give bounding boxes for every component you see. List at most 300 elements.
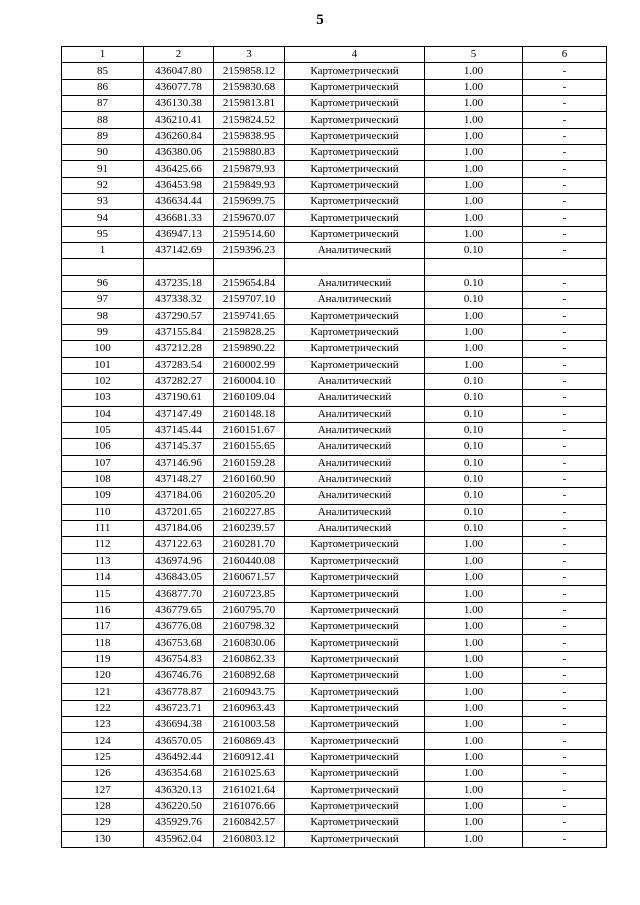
note-cell: - xyxy=(523,422,607,438)
accuracy-cell: 0.10 xyxy=(425,471,523,487)
method-cell: Картометрический xyxy=(285,341,425,357)
y-coordinate-cell: 2160723.85 xyxy=(214,586,285,602)
table-row xyxy=(62,373,607,389)
x-coordinate-cell: 437145.44 xyxy=(144,422,214,438)
table-row xyxy=(62,619,607,635)
note-cell: - xyxy=(523,373,607,389)
accuracy-cell: 0.10 xyxy=(425,275,523,291)
y-coordinate-cell: 2159813.81 xyxy=(214,96,285,112)
table-row xyxy=(62,684,607,700)
y-coordinate-cell: 2160151.67 xyxy=(214,422,285,438)
table-row xyxy=(62,488,607,504)
accuracy-cell: 1.00 xyxy=(425,341,523,357)
method-cell: Картометрический xyxy=(285,749,425,765)
x-coordinate-cell: 436776.08 xyxy=(144,619,214,635)
note-cell: - xyxy=(523,357,607,373)
y-coordinate-cell xyxy=(214,259,285,275)
y-coordinate-cell: 2160842.57 xyxy=(214,815,285,831)
x-coordinate-cell: 436492.44 xyxy=(144,749,214,765)
table-row xyxy=(62,275,607,291)
y-coordinate-cell: 2159670.07 xyxy=(214,210,285,226)
point-number-cell: 110 xyxy=(62,504,144,520)
point-number-cell: 125 xyxy=(62,749,144,765)
method-cell: Картометрический xyxy=(285,831,425,847)
table-row xyxy=(62,226,607,242)
note-cell: - xyxy=(523,668,607,684)
x-coordinate-cell: 437142.69 xyxy=(144,243,214,259)
y-coordinate-cell: 2160004.10 xyxy=(214,373,285,389)
note-cell: - xyxy=(523,471,607,487)
table-row xyxy=(62,504,607,520)
point-number-cell: 115 xyxy=(62,586,144,602)
x-coordinate-cell: 437290.57 xyxy=(144,308,214,324)
y-coordinate-cell: 2159396.23 xyxy=(214,243,285,259)
method-cell: Картометрический xyxy=(285,700,425,716)
point-number-cell: 111 xyxy=(62,520,144,536)
table-row xyxy=(62,161,607,177)
point-number-cell: 85 xyxy=(62,63,144,79)
note-cell: - xyxy=(523,602,607,618)
note-cell: - xyxy=(523,63,607,79)
note-cell: - xyxy=(523,406,607,422)
point-number-cell: 97 xyxy=(62,292,144,308)
point-number-cell: 118 xyxy=(62,635,144,651)
table-row xyxy=(62,455,607,471)
accuracy-cell: 0.10 xyxy=(425,373,523,389)
table-row xyxy=(62,717,607,733)
y-coordinate-cell: 2159699.75 xyxy=(214,194,285,210)
accuracy-cell: 1.00 xyxy=(425,537,523,553)
method-cell: Аналитический xyxy=(285,504,425,520)
accuracy-cell: 1.00 xyxy=(425,635,523,651)
method-cell: Картометрический xyxy=(285,63,425,79)
accuracy-cell: 0.10 xyxy=(425,243,523,259)
table-row xyxy=(62,766,607,782)
accuracy-cell: 0.10 xyxy=(425,406,523,422)
table-row xyxy=(62,635,607,651)
accuracy-cell: 1.00 xyxy=(425,226,523,242)
y-coordinate-cell: 2160002.99 xyxy=(214,357,285,373)
note-cell: - xyxy=(523,194,607,210)
y-coordinate-cell: 2160892.68 xyxy=(214,668,285,684)
table-row xyxy=(62,390,607,406)
accuracy-cell: 1.00 xyxy=(425,570,523,586)
accuracy-cell: 1.00 xyxy=(425,357,523,373)
accuracy-cell: 1.00 xyxy=(425,128,523,144)
method-cell: Картометрический xyxy=(285,161,425,177)
x-coordinate-cell: 437148.27 xyxy=(144,471,214,487)
table-row xyxy=(62,112,607,128)
point-number-cell: 99 xyxy=(62,324,144,340)
x-coordinate-cell: 436634.44 xyxy=(144,194,214,210)
x-coordinate-cell: 436746.76 xyxy=(144,668,214,684)
note-cell: - xyxy=(523,112,607,128)
note-cell: - xyxy=(523,619,607,635)
accuracy-cell: 1.00 xyxy=(425,798,523,814)
method-cell: Картометрический xyxy=(285,79,425,95)
table-row xyxy=(62,406,607,422)
y-coordinate-cell: 2160155.65 xyxy=(214,439,285,455)
accuracy-cell: 1.00 xyxy=(425,717,523,733)
method-cell: Картометрический xyxy=(285,684,425,700)
accuracy-cell: 1.00 xyxy=(425,79,523,95)
y-coordinate-cell: 2160671.57 xyxy=(214,570,285,586)
y-coordinate-cell: 2159707.10 xyxy=(214,292,285,308)
x-coordinate-cell: 437235.18 xyxy=(144,275,214,291)
column-header: 2 xyxy=(144,47,214,63)
accuracy-cell: 1.00 xyxy=(425,194,523,210)
table-row xyxy=(62,831,607,847)
accuracy-cell: 1.00 xyxy=(425,766,523,782)
point-number-cell: 92 xyxy=(62,177,144,193)
y-coordinate-cell: 2161025.63 xyxy=(214,766,285,782)
y-coordinate-cell: 2160963.43 xyxy=(214,700,285,716)
coordinates-table xyxy=(61,46,607,848)
point-number-cell: 112 xyxy=(62,537,144,553)
point-number-cell: 94 xyxy=(62,210,144,226)
table-row xyxy=(62,586,607,602)
method-cell: Картометрический xyxy=(285,194,425,210)
x-coordinate-cell: 437122.63 xyxy=(144,537,214,553)
x-coordinate-cell: 437283.54 xyxy=(144,357,214,373)
y-coordinate-cell: 2161076.66 xyxy=(214,798,285,814)
x-coordinate-cell: 437155.84 xyxy=(144,324,214,340)
point-number-cell xyxy=(62,259,144,275)
y-coordinate-cell: 2159838.95 xyxy=(214,128,285,144)
point-number-cell: 108 xyxy=(62,471,144,487)
point-number-cell: 114 xyxy=(62,570,144,586)
point-number-cell: 106 xyxy=(62,439,144,455)
note-cell: - xyxy=(523,586,607,602)
note-cell: - xyxy=(523,145,607,161)
note-cell: - xyxy=(523,815,607,831)
method-cell: Картометрический xyxy=(285,537,425,553)
method-cell: Аналитический xyxy=(285,471,425,487)
x-coordinate-cell: 437146.96 xyxy=(144,455,214,471)
y-coordinate-cell: 2159858.12 xyxy=(214,63,285,79)
table-row xyxy=(62,602,607,618)
accuracy-cell xyxy=(425,259,523,275)
method-cell: Аналитический xyxy=(285,520,425,536)
note-cell: - xyxy=(523,733,607,749)
y-coordinate-cell: 2159830.68 xyxy=(214,79,285,95)
method-cell: Аналитический xyxy=(285,390,425,406)
table-row xyxy=(62,782,607,798)
method-cell: Картометрический xyxy=(285,733,425,749)
note-cell: - xyxy=(523,831,607,847)
y-coordinate-cell: 2159879.93 xyxy=(214,161,285,177)
method-cell: Картометрический xyxy=(285,717,425,733)
accuracy-cell: 1.00 xyxy=(425,553,523,569)
method-cell: Аналитический xyxy=(285,292,425,308)
table-row xyxy=(62,520,607,536)
y-coordinate-cell: 2160943.75 xyxy=(214,684,285,700)
y-coordinate-cell: 2160160.90 xyxy=(214,471,285,487)
x-coordinate-cell: 436843.05 xyxy=(144,570,214,586)
note-cell: - xyxy=(523,553,607,569)
point-number-cell: 90 xyxy=(62,145,144,161)
x-coordinate-cell: 436354.68 xyxy=(144,766,214,782)
point-number-cell: 124 xyxy=(62,733,144,749)
note-cell: - xyxy=(523,390,607,406)
note-cell: - xyxy=(523,749,607,765)
x-coordinate-cell: 436260.84 xyxy=(144,128,214,144)
note-cell: - xyxy=(523,766,607,782)
accuracy-cell: 1.00 xyxy=(425,586,523,602)
note-cell: - xyxy=(523,243,607,259)
table-row xyxy=(62,357,607,373)
accuracy-cell: 0.10 xyxy=(425,390,523,406)
point-number-cell: 127 xyxy=(62,782,144,798)
y-coordinate-cell: 2160912.41 xyxy=(214,749,285,765)
x-coordinate-cell: 435929.76 xyxy=(144,815,214,831)
accuracy-cell: 1.00 xyxy=(425,210,523,226)
method-cell: Картометрический xyxy=(285,635,425,651)
method-cell: Картометрический xyxy=(285,324,425,340)
table-row xyxy=(62,128,607,144)
column-header: 1 xyxy=(62,47,144,63)
method-cell: Картометрический xyxy=(285,619,425,635)
method-cell: Картометрический xyxy=(285,96,425,112)
method-cell: Картометрический xyxy=(285,308,425,324)
point-number-cell: 128 xyxy=(62,798,144,814)
method-cell: Картометрический xyxy=(285,145,425,161)
x-coordinate-cell: 436210.41 xyxy=(144,112,214,128)
y-coordinate-cell: 2159890.22 xyxy=(214,341,285,357)
point-number-cell: 113 xyxy=(62,553,144,569)
y-coordinate-cell: 2159828.25 xyxy=(214,324,285,340)
note-cell: - xyxy=(523,177,607,193)
method-cell: Картометрический xyxy=(285,782,425,798)
point-number-cell: 88 xyxy=(62,112,144,128)
x-coordinate-cell: 437184.06 xyxy=(144,488,214,504)
note-cell: - xyxy=(523,275,607,291)
point-number-cell: 119 xyxy=(62,651,144,667)
table-row xyxy=(62,177,607,193)
accuracy-cell: 1.00 xyxy=(425,749,523,765)
accuracy-cell: 1.00 xyxy=(425,63,523,79)
note-cell: - xyxy=(523,96,607,112)
x-coordinate-cell: 436570.05 xyxy=(144,733,214,749)
table-row xyxy=(62,700,607,716)
y-coordinate-cell: 2161003.58 xyxy=(214,717,285,733)
method-cell: Картометрический xyxy=(285,226,425,242)
y-coordinate-cell: 2159514.60 xyxy=(214,226,285,242)
accuracy-cell: 1.00 xyxy=(425,324,523,340)
x-coordinate-cell: 436425.66 xyxy=(144,161,214,177)
point-number-cell: 117 xyxy=(62,619,144,635)
y-coordinate-cell: 2160869.43 xyxy=(214,733,285,749)
point-number-cell: 122 xyxy=(62,700,144,716)
point-number-cell: 121 xyxy=(62,684,144,700)
accuracy-cell: 1.00 xyxy=(425,684,523,700)
note-cell: - xyxy=(523,341,607,357)
note-cell: - xyxy=(523,455,607,471)
note-cell: - xyxy=(523,161,607,177)
point-number-cell: 101 xyxy=(62,357,144,373)
x-coordinate-cell: 437147.49 xyxy=(144,406,214,422)
accuracy-cell: 1.00 xyxy=(425,782,523,798)
x-coordinate-cell: 436130.38 xyxy=(144,96,214,112)
y-coordinate-cell: 2159849.93 xyxy=(214,177,285,193)
method-cell: Картометрический xyxy=(285,815,425,831)
accuracy-cell: 1.00 xyxy=(425,161,523,177)
table-row xyxy=(62,259,607,275)
column-header: 5 xyxy=(425,47,523,63)
y-coordinate-cell: 2160440.08 xyxy=(214,553,285,569)
table-row xyxy=(62,243,607,259)
point-number-cell: 98 xyxy=(62,308,144,324)
x-coordinate-cell: 436754.83 xyxy=(144,651,214,667)
x-coordinate-cell: 436779.65 xyxy=(144,602,214,618)
x-coordinate-cell: 436947.13 xyxy=(144,226,214,242)
table-row xyxy=(62,145,607,161)
y-coordinate-cell: 2160830.06 xyxy=(214,635,285,651)
point-number-cell: 103 xyxy=(62,390,144,406)
page-number: 5 xyxy=(316,12,324,28)
y-coordinate-cell: 2160862.33 xyxy=(214,651,285,667)
accuracy-cell: 1.00 xyxy=(425,112,523,128)
accuracy-cell: 1.00 xyxy=(425,733,523,749)
point-number-cell: 86 xyxy=(62,79,144,95)
table-row xyxy=(62,733,607,749)
note-cell: - xyxy=(523,651,607,667)
point-number-cell: 107 xyxy=(62,455,144,471)
x-coordinate-cell: 436380.06 xyxy=(144,145,214,161)
point-number-cell: 104 xyxy=(62,406,144,422)
x-coordinate-cell: 436681.33 xyxy=(144,210,214,226)
point-number-cell: 109 xyxy=(62,488,144,504)
y-coordinate-cell: 2159880.83 xyxy=(214,145,285,161)
x-coordinate-cell: 437184.06 xyxy=(144,520,214,536)
y-coordinate-cell: 2160159.28 xyxy=(214,455,285,471)
accuracy-cell: 1.00 xyxy=(425,145,523,161)
x-coordinate-cell: 437201.65 xyxy=(144,504,214,520)
table-row xyxy=(62,63,607,79)
y-coordinate-cell: 2160795.70 xyxy=(214,602,285,618)
accuracy-cell: 0.10 xyxy=(425,439,523,455)
x-coordinate-cell: 436220.50 xyxy=(144,798,214,814)
note-cell: - xyxy=(523,635,607,651)
note-cell: - xyxy=(523,782,607,798)
table-row xyxy=(62,439,607,455)
accuracy-cell: 1.00 xyxy=(425,602,523,618)
y-coordinate-cell: 2161021.64 xyxy=(214,782,285,798)
note-cell: - xyxy=(523,570,607,586)
note-cell: - xyxy=(523,684,607,700)
method-cell: Аналитический xyxy=(285,275,425,291)
method-cell: Аналитический xyxy=(285,488,425,504)
x-coordinate-cell: 436877.70 xyxy=(144,586,214,602)
point-number-cell: 95 xyxy=(62,226,144,242)
x-coordinate-cell: 436778.87 xyxy=(144,684,214,700)
method-cell: Картометрический xyxy=(285,553,425,569)
table-row xyxy=(62,815,607,831)
x-coordinate-cell xyxy=(144,259,214,275)
method-cell: Картометрический xyxy=(285,112,425,128)
note-cell: - xyxy=(523,79,607,95)
table-row xyxy=(62,341,607,357)
table-row xyxy=(62,570,607,586)
note-cell: - xyxy=(523,798,607,814)
note-cell: - xyxy=(523,210,607,226)
table-row xyxy=(62,749,607,765)
note-cell: - xyxy=(523,700,607,716)
accuracy-cell: 1.00 xyxy=(425,815,523,831)
y-coordinate-cell: 2159741.65 xyxy=(214,308,285,324)
y-coordinate-cell: 2160148.18 xyxy=(214,406,285,422)
point-number-cell: 96 xyxy=(62,275,144,291)
table-header-row xyxy=(62,47,607,63)
method-cell: Аналитический xyxy=(285,422,425,438)
method-cell: Аналитический xyxy=(285,455,425,471)
note-cell: - xyxy=(523,324,607,340)
table-row xyxy=(62,537,607,553)
x-coordinate-cell: 436723.71 xyxy=(144,700,214,716)
column-header: 6 xyxy=(523,47,607,63)
note-cell xyxy=(523,259,607,275)
accuracy-cell: 0.10 xyxy=(425,455,523,471)
point-number-cell: 105 xyxy=(62,422,144,438)
table-row xyxy=(62,422,607,438)
point-number-cell: 87 xyxy=(62,96,144,112)
method-cell: Картометрический xyxy=(285,668,425,684)
column-header: 4 xyxy=(285,47,425,63)
x-coordinate-cell: 437145.37 xyxy=(144,439,214,455)
accuracy-cell: 1.00 xyxy=(425,700,523,716)
method-cell: Картометрический xyxy=(285,210,425,226)
x-coordinate-cell: 437282.27 xyxy=(144,373,214,389)
method-cell: Картометрический xyxy=(285,357,425,373)
accuracy-cell: 1.00 xyxy=(425,177,523,193)
method-cell: Аналитический xyxy=(285,243,425,259)
note-cell: - xyxy=(523,717,607,733)
note-cell: - xyxy=(523,488,607,504)
x-coordinate-cell: 436320.13 xyxy=(144,782,214,798)
method-cell: Картометрический xyxy=(285,766,425,782)
y-coordinate-cell: 2160227.85 xyxy=(214,504,285,520)
accuracy-cell: 0.10 xyxy=(425,422,523,438)
table-row xyxy=(62,798,607,814)
x-coordinate-cell: 435962.04 xyxy=(144,831,214,847)
method-cell: Картометрический xyxy=(285,602,425,618)
accuracy-cell: 1.00 xyxy=(425,831,523,847)
point-number-cell: 130 xyxy=(62,831,144,847)
method-cell: Аналитический xyxy=(285,373,425,389)
point-number-cell: 93 xyxy=(62,194,144,210)
point-number-cell: 126 xyxy=(62,766,144,782)
y-coordinate-cell: 2160239.57 xyxy=(214,520,285,536)
note-cell: - xyxy=(523,226,607,242)
x-coordinate-cell: 436694.38 xyxy=(144,717,214,733)
point-number-cell: 89 xyxy=(62,128,144,144)
table-row xyxy=(62,553,607,569)
method-cell: Картометрический xyxy=(285,651,425,667)
method-cell: Картометрический xyxy=(285,128,425,144)
note-cell: - xyxy=(523,520,607,536)
y-coordinate-cell: 2160109.04 xyxy=(214,390,285,406)
note-cell: - xyxy=(523,504,607,520)
y-coordinate-cell: 2160281.70 xyxy=(214,537,285,553)
table-row xyxy=(62,194,607,210)
point-number-cell: 100 xyxy=(62,341,144,357)
point-number-cell: 129 xyxy=(62,815,144,831)
accuracy-cell: 1.00 xyxy=(425,96,523,112)
x-coordinate-cell: 436077.78 xyxy=(144,79,214,95)
point-number-cell: 123 xyxy=(62,717,144,733)
x-coordinate-cell: 436974.96 xyxy=(144,553,214,569)
method-cell: Картометрический xyxy=(285,586,425,602)
